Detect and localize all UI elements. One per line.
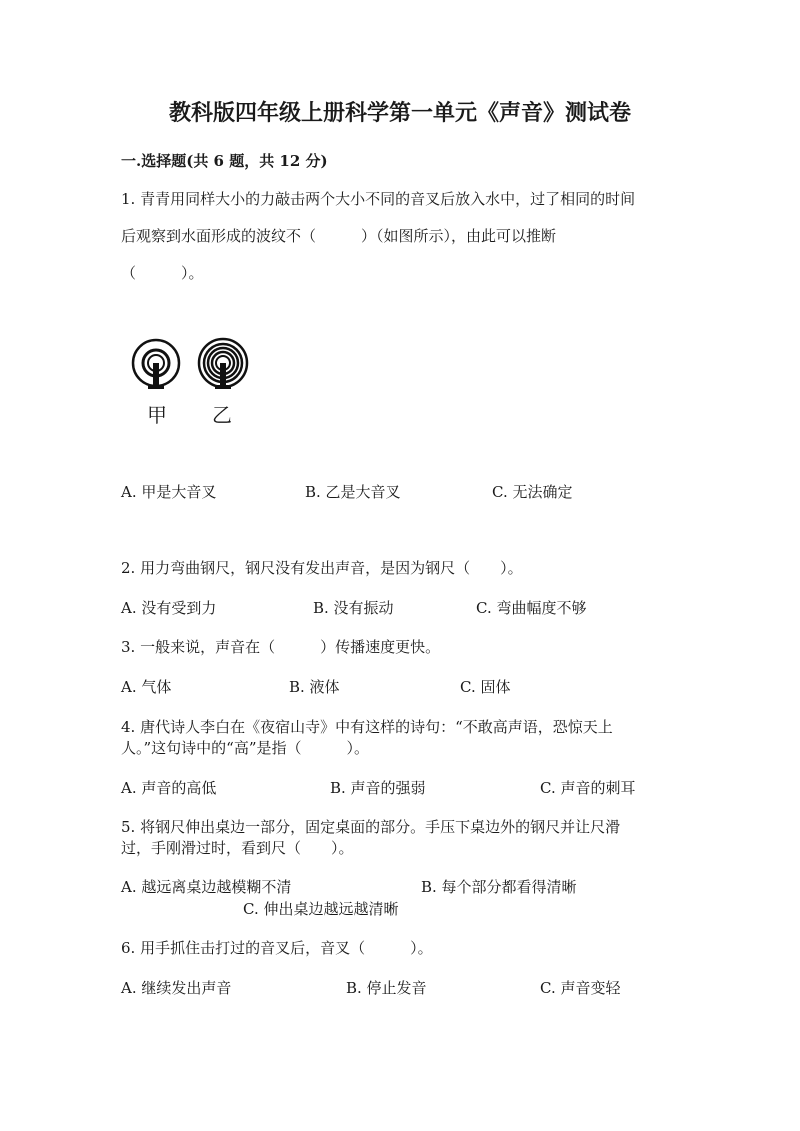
page-title: 教科版四年级上册科学第一单元《声音》测试卷 — [168, 101, 631, 126]
question-6-option-b[interactable]: B. 停止发音 — [346, 979, 427, 997]
ripple-jia-icon — [133, 340, 179, 389]
question-3-option-c[interactable]: C. 固体 — [460, 678, 511, 696]
question-3-option-a[interactable]: A. 气体 — [121, 678, 172, 696]
question-4-option-a[interactable]: A. 声音的高低 — [121, 779, 217, 797]
question-5-line-2: 过，手刚滑过时，看到尺（ ）。 — [121, 839, 354, 857]
question-4-option-b[interactable]: B. 声音的强弱 — [330, 779, 426, 797]
question-4-option-c[interactable]: C. 声音的刺耳 — [540, 779, 636, 797]
question-1-option-a[interactable]: A. 甲是大音叉 — [121, 483, 217, 501]
question-5-option-b[interactable]: B. 每个部分都看得清晰 — [421, 878, 577, 896]
ripple-yi-icon — [199, 339, 247, 389]
question-6-option-a[interactable]: A. 继续发出声音 — [121, 979, 232, 997]
question-2-text: 2. 用力弯曲钢尺，钢尺没有发出声音，是因为钢尺（ ）。 — [121, 559, 523, 577]
question-3-option-b[interactable]: B. 液体 — [289, 678, 340, 696]
question-2-option-b[interactable]: B. 没有振动 — [313, 599, 394, 617]
figure-label-jia: 甲 — [147, 403, 167, 427]
figure-label-yi: 乙 — [212, 403, 232, 427]
question-6-option-c[interactable]: C. 声音变轻 — [540, 979, 621, 997]
question-6-text: 6. 用手抓住击打过的音叉后，音叉（ ）。 — [121, 939, 433, 957]
question-5-line-1: 5. 将钢尺伸出桌边一部分，固定桌面的部分。手压下桌边外的钢尺并让尺滑 — [121, 818, 621, 836]
ripple-diagram — [130, 335, 260, 395]
question-1-line-3: （ ）。 — [121, 264, 204, 282]
question-1-option-b[interactable]: B. 乙是大音叉 — [305, 483, 401, 501]
question-4-line-1: 4. 唐代诗人李白在《夜宿山寺》中有这样的诗句：“不敢高声语，恐惊天上 — [121, 718, 613, 736]
question-1-line-1: 1. 青青用同样大小的力敲击两个大小不同的音叉后放入水中，过了相同的时间 — [121, 190, 636, 208]
question-3-text: 3. 一般来说，声音在（ ）传播速度更快。 — [121, 638, 441, 656]
question-4-line-2: 人。”这句诗中的“高”是指（ ）。 — [121, 739, 370, 757]
question-5-option-c[interactable]: C. 伸出桌边越远越清晰 — [243, 900, 399, 918]
question-5-option-a[interactable]: A. 越远离桌边越模糊不清 — [121, 878, 292, 896]
question-2-option-a[interactable]: A. 没有受到力 — [121, 599, 217, 617]
section-heading: 一.选择题(共 6 题，共 12 分) — [121, 152, 328, 170]
question-1-option-c[interactable]: C. 无法确定 — [492, 483, 573, 501]
tuning-fork-ripple-figure — [130, 335, 260, 430]
question-1-line-2: 后观察到水面形成的波纹不（ ）（如图所示），由此可以推断 — [121, 227, 557, 245]
question-2-option-c[interactable]: C. 弯曲幅度不够 — [476, 599, 587, 617]
